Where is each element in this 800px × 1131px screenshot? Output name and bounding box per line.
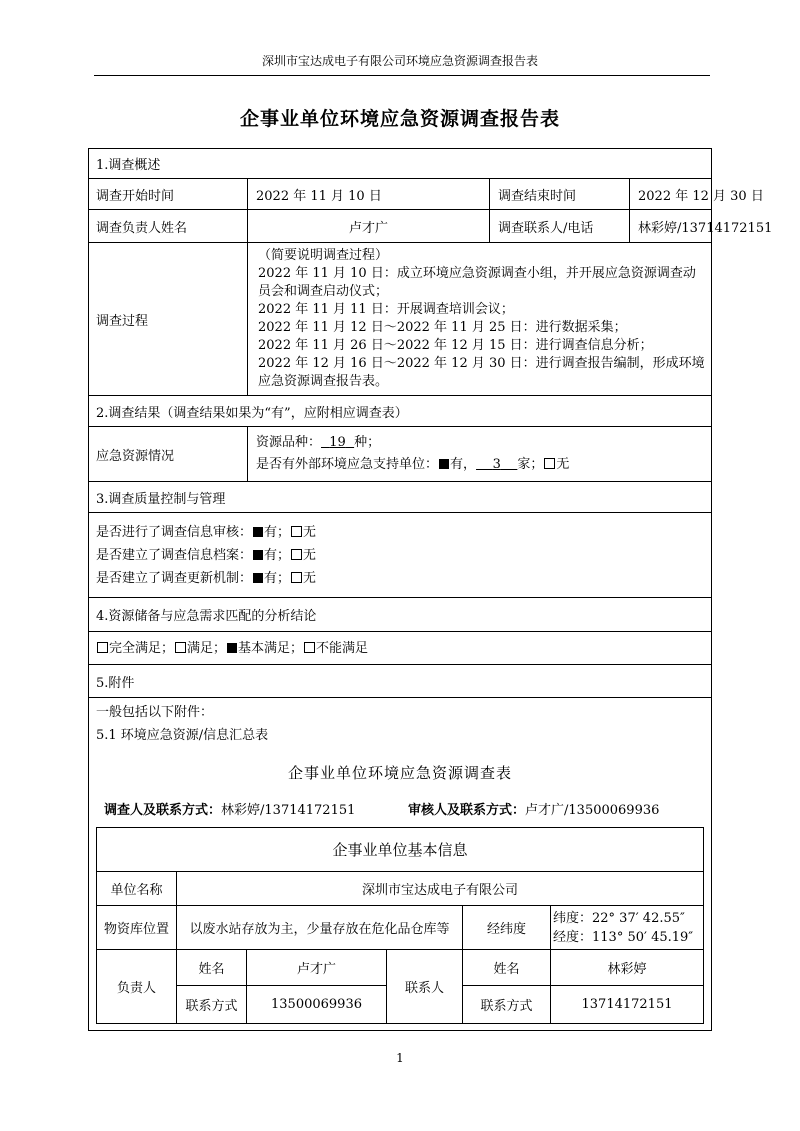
unchecked-box-icon	[291, 526, 302, 537]
resource-kinds	[256, 432, 380, 454]
option-fully: 完全满足；	[109, 641, 175, 656]
checked-box-icon	[227, 643, 237, 653]
process-line: 2022 年 11 月 10 日：成立环境应急资源调查小组，并开展应急资源调查动	[258, 266, 696, 281]
checked-box-icon	[253, 527, 263, 537]
quality-item: 是否建立了调查信息档案： 有； 无	[96, 548, 317, 563]
process-label: 调查过程	[88, 243, 248, 395]
process-line: 2022 年 11 月 11 日：开展调查培训会议；	[258, 302, 514, 317]
start-time-value: 2022 年 11 月 10 日	[248, 179, 490, 209]
unit-name-label: 单位名称	[97, 872, 177, 906]
checked-box-icon	[253, 550, 263, 560]
contact-phone-label: 联系方式	[463, 986, 551, 1023]
section-1-heading: 1.调查概述	[88, 148, 712, 179]
head-label: 负责人	[97, 950, 177, 1023]
external-support	[256, 454, 569, 476]
external-prefix: 是否有外部环境应急支持单位：	[256, 457, 439, 472]
sub-table-title: 企事业单位环境应急资源调查表	[287, 764, 512, 782]
storage-label: 物资库位置	[97, 906, 177, 950]
coord-label: 经纬度	[463, 906, 551, 950]
contact-name-label: 姓名	[463, 950, 551, 986]
end-time-value: 2022 年 12 月 30 日	[638, 188, 764, 204]
resource-content	[248, 427, 712, 481]
document-title: 企事业单位环境应急资源调查报告表	[239, 108, 560, 130]
unchecked-box-icon	[97, 642, 108, 653]
unchecked-box-icon	[175, 642, 186, 653]
section-5-heading: 5.附件	[88, 665, 712, 698]
start-time-label: 调查开始时间	[88, 179, 248, 209]
head-name-value: 卢才广	[247, 950, 387, 986]
process-line: 应急资源调查报告表。	[258, 374, 389, 389]
attachments	[96, 701, 268, 747]
match-options	[96, 637, 368, 660]
head-phone-value: 13500069936	[247, 986, 387, 1023]
survey-time-row	[88, 179, 764, 210]
reviewer-label: 审核人及联系方式：	[408, 803, 526, 818]
unchecked-box-icon	[291, 572, 302, 583]
external-unit: 家；	[517, 457, 544, 472]
checked-box-icon	[253, 573, 263, 583]
process-line: 员会和调查启动仪式；	[258, 284, 389, 299]
basic-info-table	[96, 827, 704, 1024]
quality-items	[96, 521, 316, 590]
contact-name-value: 林彩婷	[551, 950, 703, 986]
process-line: 2022 年 11 月 26 日～2022 年 12 月 15 日：进行调查信息分析；	[258, 338, 653, 353]
investigator-value: 林彩婷/13714172151	[221, 803, 356, 818]
section-4-heading: 4.资源储备与应急需求匹配的分析结论	[88, 598, 712, 632]
checked-box-icon	[439, 459, 449, 469]
unchecked-box-icon	[544, 458, 555, 469]
lead-value: 卢才广	[248, 210, 490, 242]
unit-name-value: 深圳市宝达成电子有限公司	[177, 872, 703, 906]
reviewer-value: 卢才广/13500069936	[525, 803, 660, 818]
end-time-label: 调查结束时间	[490, 179, 630, 209]
lead-label: 调查负责人姓名	[88, 210, 248, 242]
process-description	[258, 247, 708, 391]
resource-row	[88, 427, 712, 482]
head-phone-label: 联系方式	[177, 986, 247, 1023]
longitude: 经度：113° 50′ 45.19″	[553, 929, 694, 945]
survey-people-row	[88, 210, 773, 243]
unchecked-box-icon	[291, 549, 302, 560]
contact-value: 林彩婷/13714172151	[638, 220, 773, 236]
attachment-item: 5.1 环境应急资源/信息汇总表	[96, 728, 269, 743]
basic-info-title: 企事业单位基本信息	[97, 828, 703, 872]
section-3-heading: 3.调查质量控制与管理	[88, 482, 712, 513]
head-name-label: 姓名	[177, 950, 247, 986]
option-satisfied: 满足；	[187, 641, 227, 656]
coord-values	[551, 906, 703, 950]
section-2-heading: 2.调查结果（调查结果如果为“有”，应附相应调查表）	[88, 396, 712, 427]
external-yes: 有，	[450, 457, 477, 472]
investigator-label: 调查人及联系方式：	[104, 803, 222, 818]
process-line: （简要说明调查过程）	[258, 248, 389, 263]
quality-item: 是否建立了调查更新机制： 有； 无	[96, 571, 317, 586]
investigator-line	[104, 799, 355, 818]
external-count: 3	[492, 457, 501, 472]
kinds-prefix: 资源品种：	[256, 435, 322, 450]
kinds-suffix: 种；	[354, 435, 381, 450]
external-no: 无	[556, 457, 570, 472]
running-header: 深圳市宝达成电子有限公司环境应急资源调查报告表	[261, 54, 538, 68]
storage-value: 以废水站存放为主，少量存放在危化品仓库等	[177, 906, 463, 950]
kinds-value: 19	[329, 435, 346, 450]
process-line: 2022 年 12 月 16 日～2022 年 12 月 30 日：进行调查报告编制，形成环境	[258, 356, 705, 371]
header-rule	[94, 75, 710, 76]
latitude: 纬度：22° 37′ 42.55″	[553, 910, 685, 926]
attachment-intro: 一般包括以下附件：	[96, 705, 214, 720]
quality-item: 是否进行了调查信息审核： 有； 无	[96, 525, 317, 540]
reviewer-line	[408, 799, 659, 818]
contact-label: 调查联系人/电话	[490, 210, 630, 242]
option-basic: 基本满足；	[238, 641, 304, 656]
process-line: 2022 年 11 月 12 日～2022 年 11 月 25 日：进行数据采集；	[258, 320, 627, 335]
contact-person-label: 联系人	[387, 950, 463, 1023]
option-not: 不能满足	[316, 641, 369, 656]
resource-label: 应急资源情况	[88, 427, 248, 481]
contact-phone-value: 13714172151	[581, 997, 673, 1012]
unchecked-box-icon	[304, 642, 315, 653]
page-number: 1	[396, 1051, 404, 1065]
